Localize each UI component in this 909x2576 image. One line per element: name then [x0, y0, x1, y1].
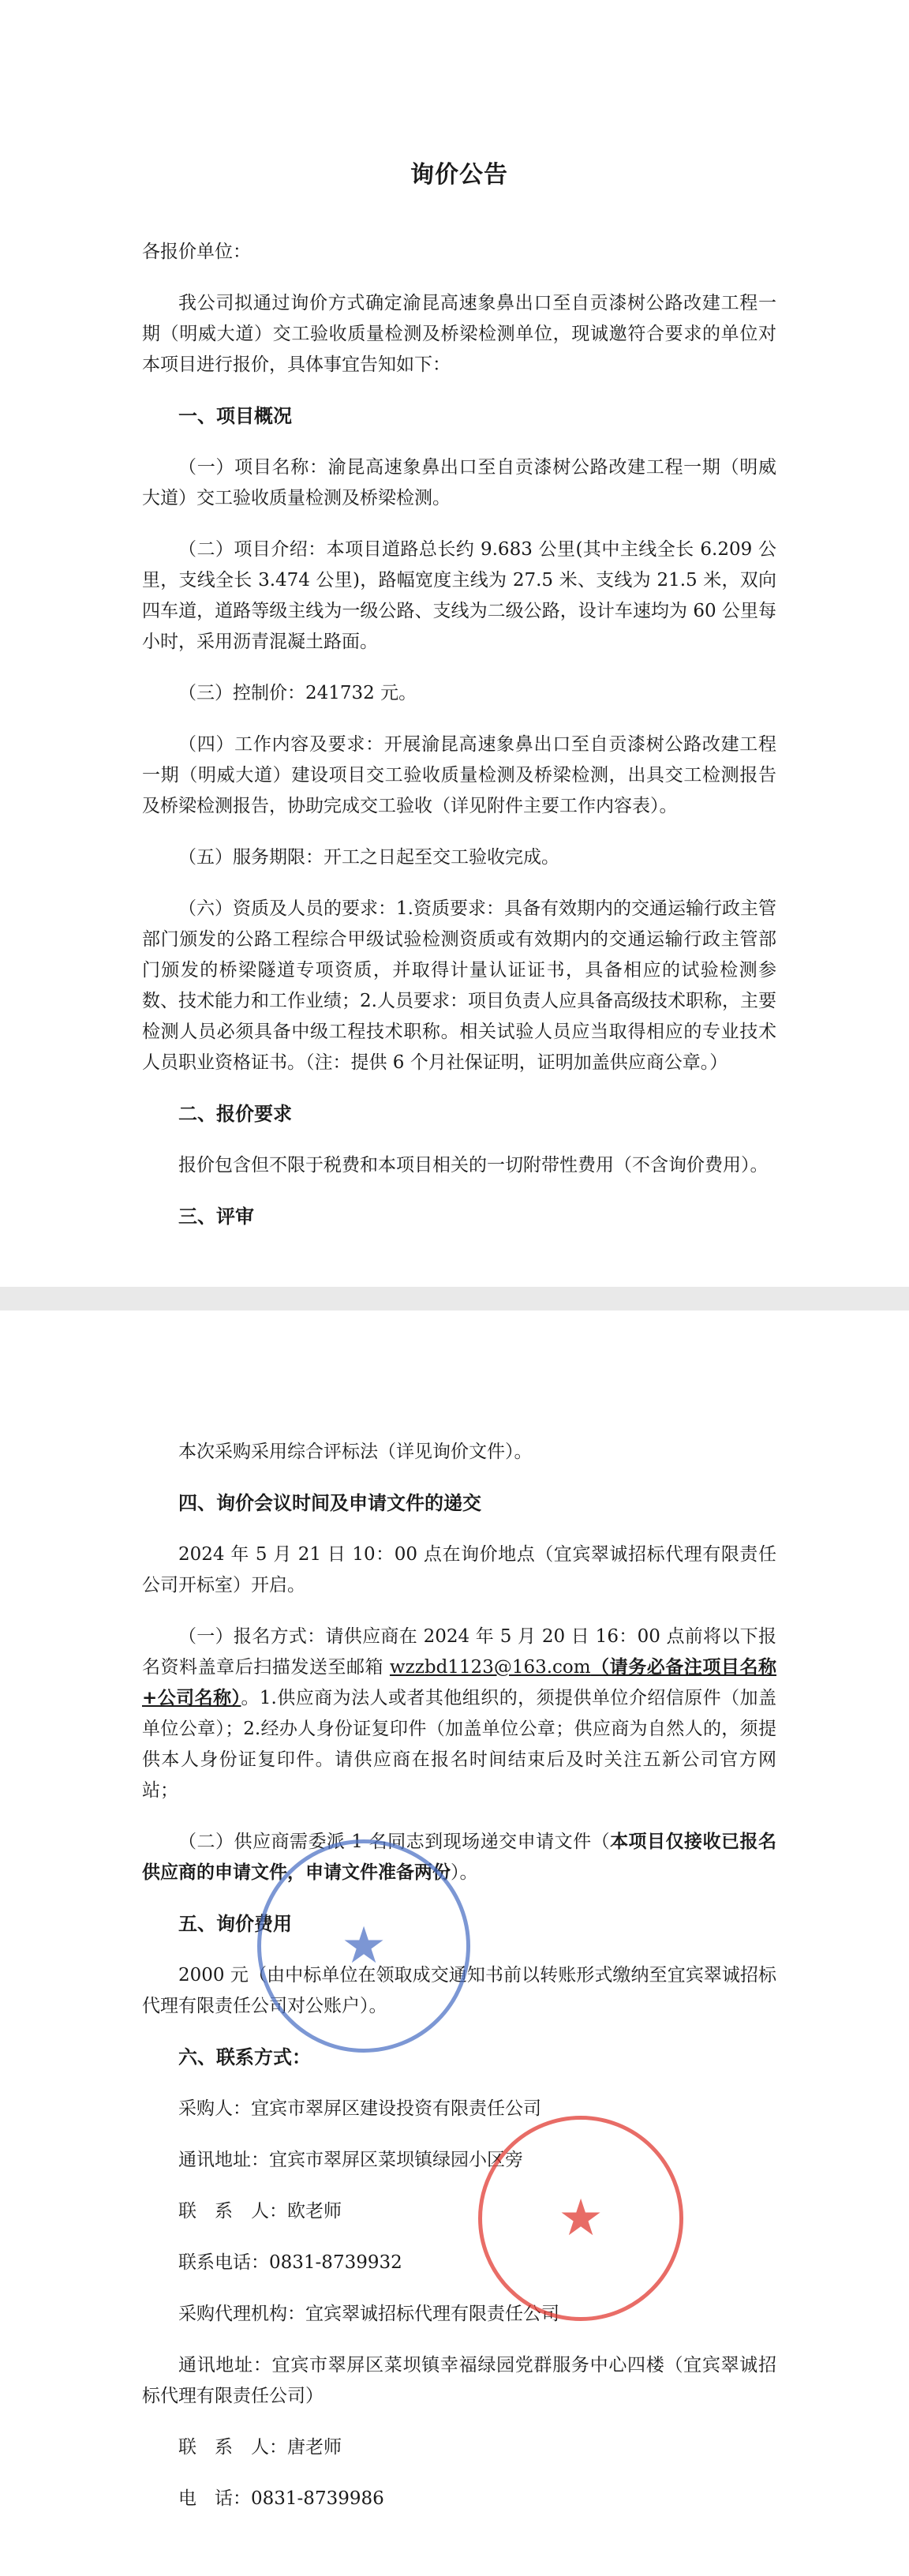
- submission-text-c: ）。: [451, 1862, 478, 1883]
- seal-star-icon: ★: [558, 2189, 604, 2248]
- registration-note: （请务必备注项目名称+公司名称）: [142, 1657, 777, 1708]
- page-1: [0, 0, 909, 1287]
- section-5-heading: 五、询价费用: [178, 1913, 292, 1935]
- project-intro: （二）项目介绍：本项目道路总长约 9.683 公里(其中主线全长 6.209 公里，支线全长 3.474 公里)，路幅宽度主线为 27.5 米、支线为 21.5 米，双向四车道，道路等级主线为一级公路、支线为二级公路，设计车速均为 60 公里每小时，采用沥青混凝土路面。: [142, 539, 776, 652]
- section-4-heading: 四、询价会议时间及申请文件的递交: [178, 1492, 481, 1514]
- inquiry-fee: 2000 元（由中标单位在领取成交通知书前以转账形式缴纳至宜宾翠诚招标代理有限责任公司对公账户）。: [142, 1965, 776, 2016]
- registration-text-a: （一）报名方式：请供应商在 2024 年 5 月 20 日 16：00 点前将以下报名资料盖章后扫描发送至邮箱: [142, 1626, 776, 1678]
- purchaser-phone: 联系电话：0831-8739932: [178, 2252, 402, 2273]
- purchaser: 采购人：宜宾市翠屏区建设投资有限责任公司: [178, 2098, 541, 2119]
- agency-phone: 电 话：0831-8739986: [178, 2488, 384, 2509]
- greeting: 各报价单位：: [142, 242, 251, 262]
- purchaser-seal-icon: [257, 1839, 470, 2053]
- agency-address: 通讯地址：宜宾市翠屏区菜坝镇幸福绿园党群服务中心四楼（宜宾翠诚招标代理有限责任公司）: [142, 2355, 776, 2406]
- section-6-heading: 六、联系方式：: [178, 2046, 311, 2068]
- purchaser-address: 通讯地址：宜宾市翠屏区菜坝镇绿园小区旁: [178, 2150, 523, 2170]
- registration-method: [142, 1622, 776, 1806]
- purchaser-contact: 联 系 人：欧老师: [178, 2201, 342, 2222]
- quote-requirements: 报价包含但不限于税费和本项目相关的一切附带性费用（不含询价费用）。: [178, 1155, 769, 1176]
- submission-note: 本项目仅接收已报名供应商的申请文件，申请文件准备两份: [142, 1832, 776, 1883]
- agency-contact: 联 系 人：唐老师: [178, 2437, 342, 2458]
- project-name: （一）项目名称：渝昆高速象鼻出口至自贡漆树公路改建工程一期（明威大道）交工验收质量检测及桥梁检测。: [142, 457, 776, 508]
- work-content: （四）工作内容及要求：开展渝昆高速象鼻出口至自贡漆树公路改建工程一期（明威大道）建设项目交工验收质量检测及桥梁检测，出具交工检测报告及桥梁检测报告，协助完成交工验收（详见附件主要工作内容表）。: [142, 734, 776, 816]
- agency: 采购代理机构：宜宾翠诚招标代理有限责任公司: [178, 2304, 559, 2324]
- section-1-heading: 一、项目概况: [178, 405, 292, 427]
- service-period: （五）服务期限：开工之日起至交工验收完成。: [178, 847, 559, 868]
- contact-info: [142, 2094, 776, 2514]
- control-price: （三）控制价：241732 元。: [178, 683, 417, 703]
- agency-seal-icon: [478, 2116, 683, 2321]
- qualification-requirements: （六）资质及人员的要求：1.资质要求：具备有效期内的交通运输行政主管部门颁发的公路工程综合甲级试验检测资质或有效期内的交通运输行政主管部门颁发的桥梁隧道专项资质，并取得计量认证证书，具备相应的试验检测参数、技术能力和工作业绩；2.人员要求：项目负责人应具备高级技术职称，主要检测人员必须具备中级工程技术职称。相关试验人员应当取得相应的专业技术人员职业资格证书。（注：提供 6 个月社保证明，证明加盖供应商公章。）: [142, 898, 776, 1073]
- meeting-time: 2024 年 5 月 21 日 10：00 点在询价地点（宜宾翠诚招标代理有限责任公司开标室）开启。: [142, 1544, 776, 1595]
- submission-requirement: [142, 1827, 776, 1888]
- section-3-heading: 三、评审: [178, 1206, 254, 1228]
- section-2-heading: 二、报价要求: [178, 1103, 292, 1125]
- page-title: 询价公告: [410, 161, 508, 189]
- evaluation-method: 本次采购采用综合评标法（详见询价文件）。: [178, 1442, 533, 1462]
- intro-paragraph: 我公司拟通过询价方式确定渝昆高速象鼻出口至自贡漆树公路改建工程一期（明威大道）交工验收质量检测及桥梁检测单位，现诚邀符合要求的单位对本项目进行报价，具体事宜告知如下：: [142, 293, 776, 375]
- registration-text-c: 。1.供应商为法人或者其他组织的，须提供单位介绍信原件（加盖单位公章）；2.经办人身份证复印件（加盖单位公章；供应商为自然人的，须提供本人身份证复印件。请供应商在报名时间结束后及时关注五新公司官方网站；: [142, 1688, 776, 1801]
- email-link[interactable]: wzzbd1123@163.com: [389, 1657, 591, 1678]
- seal-star-icon: ★: [341, 1917, 387, 1975]
- submission-text-a: （二）供应商需委派 1 名同志到现场递交申请文件（: [178, 1832, 611, 1852]
